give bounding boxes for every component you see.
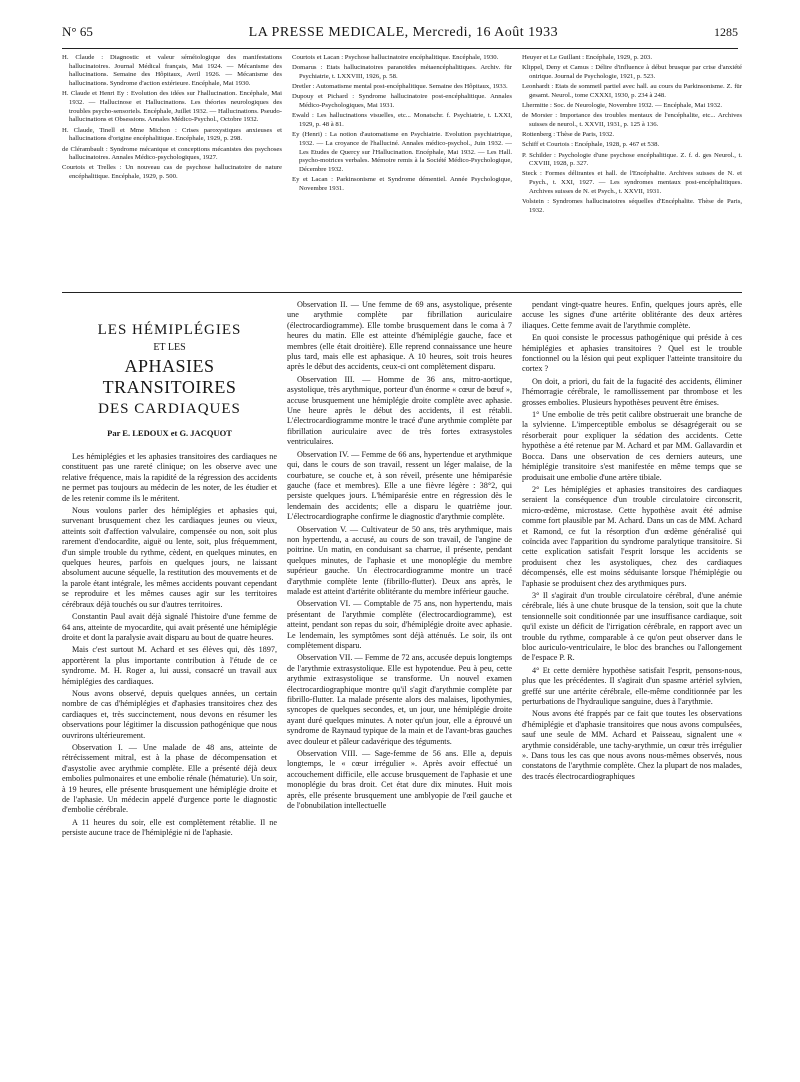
paragraph: Observation I. — Une malade de 48 ans, atteinte de rétrécissement mitral, est à la phase de décompensation et d'asystolie avec arythmie complète. Elle a présenté déjà deux embolies pulmonaires et une embolie rénale (hématurie). Un soir, à 19 heures, elle présente brusquement une hémiplégie droite et de l'aphasie. Un médecin appelé d'urgence porte le diagnostic d'embolie cérébrale. bbox=[62, 742, 277, 815]
section-divider bbox=[62, 292, 742, 293]
article-column-3 bbox=[522, 300, 742, 1070]
paragraph: Constantin Paul avait déjà signalé l'histoire d'une femme de 64 ans, atteinte de myocardite, qui avait présenté une hémiplégie droite et dont la paralysie avait disparu au bout de quatre heures. bbox=[62, 612, 277, 642]
paragraph: pendant vingt-quatre heures. Enfin, quelques jours après, elle accuse les signes d'une artérite oblitérante des deux artères iliaques. Cette femme avait de l'arythmie complète. bbox=[522, 300, 742, 330]
reference-entry: P. Schilder : Psychologie d'une psychose encéphalitique. Z. f. d. ges Neurol., t. CXVIII, 1928, p. 327. bbox=[522, 151, 742, 168]
paragraph: Nous voulons parler des hémiplégies et aphasies qui, survenant brusquement chez les cardiaques jeunes ou vieux, atteints soit d'affection valvulaire, compensée ou non, soit plus rarement d'endocardite, aiguë ou lente, soit, plus fréquemment, d'un simple trouble du rythme, cèdent, en quelques minutes, en quelques heures, parfois en quelques jours, ne laissant absolument aucune séquelle, la restitution des mouvements et de la parole étant intégrale, les mêmes accidents pouvant cependant se reproduire et les mêmes causes agir sur les territoires cérébraux déjà touchés ou sur d'autres territoires. bbox=[62, 506, 277, 609]
paragraph: Observation V. — Cultivateur de 50 ans, très arythmique, mais non hypertendu, a accusé, au cours de son travail, de l'angine de poitrine. Un matin, en conduisant sa charrue, il présente, pendant quelques minutes, de l'aphasie et une monoplégie du membre supérieur gauche. Un électrocardiogramme montre un tracé d'arythmie complète lente (fibrillo-flutter). Deux ans après, le malade est atteint d'artérite oblitérante du membre inférieur gauche. bbox=[287, 524, 512, 596]
paragraph: Mais c'est surtout M. Achard et ses élèves qui, dès 1897, apportèrent la plus importante contribution à l'étude de ce syndrome. M. H. Roger a, lui aussi, consacré un travail aux hémiplégies des cardiaques. bbox=[62, 645, 277, 686]
title-line-2: ET LES bbox=[153, 342, 186, 353]
reference-entry: Rottenberg : Thèse de Paris, 1932. bbox=[522, 131, 615, 139]
reference-entry: Dretler : Automatisme mental post-encéphalitique. Semaine des Hôpitaux, 1933. bbox=[292, 83, 508, 91]
article-column-2 bbox=[287, 300, 512, 1070]
reference-entry: Klippel, Deny et Camus : Délire d'influence à début brusque par crise d'anxiété onirique. Journal de Psychologie, 1921, p. 523. bbox=[522, 64, 742, 80]
article-body-column-1 bbox=[62, 452, 277, 839]
paragraph: Observation VIII. — Sage-femme de 56 ans. Elle a, depuis longtemps, le « cœur irrégulier ». Après avoir effectué un accouchement difficile, elle accuse brusquement de l'aphasie et une monoplégie du bras droit. Cet état dure dix minutes. Huit mois après, elle présente brusquement une amblyopie de l'œil gauche et de l'obnubilation intellectuelle bbox=[287, 749, 512, 811]
reference-entry: Domarus : Etats hallucinatoires paranoïdes métaencéphalitiques. Archiv. für Psychiatrie, t. LXXVIII, 1926, p. 58. bbox=[292, 64, 512, 80]
reference-entry: Ewald : Les hallucinations visuelles, etc... Monatschr. f. Psychiatrie, t. LXXI, 1929, p. 48 à 81. bbox=[292, 112, 512, 128]
reference-entry: de Clérambault : Syndrome mécanique et conceptions mécanistes des psychoses hallucinatoires. Annales Médico-psychologiques, 1927. bbox=[62, 145, 282, 162]
reference-entry: Heuyer et Le Guillant : Encéphale, 1929, p. 203. bbox=[522, 54, 652, 61]
page-number: 1285 bbox=[713, 25, 738, 39]
reference-entry: H. Claude et Henri Ey : Evolution des idées sur l'hallucination. Encéphale, Mai 1932. — Hallucinose et Hallucinations. Les théories neurologiques des troubles psycho-sensoriels. Encéphale, Juillet 1932. — Hallucinations. Pseudo-hallucinations et Obsessions. Annales Médico-Psychol., Octobre 1932. bbox=[62, 90, 282, 124]
title-line-1: LES HÉMIPLÉGIES bbox=[97, 322, 242, 338]
references-column-2 bbox=[292, 54, 512, 286]
reference-entry: Schiff et Courtois : Encéphale, 1928, p. 467 et 538. bbox=[522, 141, 660, 149]
paragraph: A 11 heures du soir, elle est complètement rétablie. Il ne persiste aucune trace de l'hémiplégie ni de l'aphasie. bbox=[62, 817, 277, 838]
reference-entry: Volstein : Syndromes hallucinatoires séquelles d'Encéphalite. Thèse de Paris, 1932. bbox=[522, 198, 742, 214]
paragraph: 1° Une embolie de très petit calibre obstruerait une branche de la sylvienne. L'imperceptible embolus se désagrégerait ou se résorberait pour expliquer la sédation des accidents. Cette hypothèse a été retenue par M. Achard et par MM. Gallavardin et Bocca. Dans une observation de ces derniers auteurs, une hémiplégie transitoire s'est manifestée en même temps que se produisait une embolie d'une artère tibiale. bbox=[522, 410, 742, 482]
reference-entry: Leonhardt : Etats de sommeil partiel avec hall. au cours du Parkinsonisme. Z. für gesamt. Neurol., tome CXXXI, 1930, p. 234 à 248. bbox=[522, 83, 742, 99]
title-line-4: DES CARDIAQUES bbox=[98, 401, 241, 417]
article-authors: Par E. LEDOUX et G. JACQUOT bbox=[107, 428, 232, 438]
paragraph: Observation II. — Une femme de 69 ans, asystolique, présente une arythmie complète par fibrillation auriculaire (électrocardiogramme). Elle tombe brusquement dans le coma à 7 heures du matin. Elle est atteinte d'hémiplégie gauche, face et membres (elle était droitière). Elle reprend connaissance une heure plus tard, mais elle est aphasique. A 10 heures, soit trois heures après le début des accidents, ceux-ci ont complètement disparu. bbox=[287, 300, 512, 372]
paragraph: Les hémiplégies et les aphasies transitoires des cardiaques ne constituent pas une rareté clinique; on les observe avec une relative fréquence, mais la rapidité de la régression des accidents ne permet pas toujours au médecin de les noter, de les étudier et de les retenir comme ils le méritent. bbox=[62, 452, 277, 503]
paragraph: 3° Il s'agirait d'un trouble circulatoire cérébral, d'une anémie cérébrale, liés à une chute brusque de la tension, soit que la chute tensionnelle soit conditionnée par une insuffisance cardiaque, soit qu'il existe un déficit de l'irrigation cérébrale, en rapport avec un trouble du rythme, comparable à ce qu'on peut observer dans le bloc auriculo-ventriculaire, le bloc des branches ou l'allongement de l'espace P. R. bbox=[522, 590, 742, 663]
paragraph: 4° Et cette dernière hypothèse satisfait l'esprit, pensons-nous, plus que les précédentes. Il s'agirait d'un spasme artériel sylvien, greffé sur une artérite cérébrale, elle-même conditionnée par les perturbations de l'hydraulique sanguine, dues à l'arythmie. bbox=[522, 665, 742, 707]
paragraph: Observation IV. — Femme de 66 ans, hypertendue et arythmique qui, dans le cours de son travail, ressent un léger malaise, de la courbature, se couche et, à son réveil, présente une hémiparésie gauche (face et membres). Elle a une fièvre légère : 38°2, qui persiste quelques jours. L'hémiparésie entre en régression dès le lendemain des accidents; elle a disparu le quatrième jour. L'électrocardiographe confirme le diagnostic d'arythmie complète. bbox=[287, 449, 512, 522]
references-column-1 bbox=[62, 54, 282, 286]
paragraph: Observation III. — Homme de 36 ans, mitro-aortique, asystolique, très arythmique, porteur d'un énorme « cœur de bœuf », accuse brusquement une hémiplégie droite complète avec aphasie. Une heure après le début des accidents, il est rétabli. L'électrocardiogramme montre le tracé d'une arythmie complète par fibrillation auriculaire avec de très fortes extrasystoles ventriculaires. bbox=[287, 374, 512, 447]
paragraph: 2° Les hémiplégies et aphasies transitoires des cardiaques seraient la conséquence d'un trouble circulatoire circonscrit, micro-œdème, microstase. Cette hypothèse avait été admise comme fort plausible par M. Achard. Dans un cas de MM. Achard et Ramond, ce fut la résorption d'un œdème généralisé qui coïncida avec l'apparition du syndrome paralytique transitoire. Si cette explication satisfait l'esprit lorsque les accidents se produisent chez les asystoliques, chez des cardiaques décompensés, elle est moins séduisante lorsque l'hémiplégie ou l'aphasie se produisent chez des arythmiques purs. bbox=[522, 484, 742, 588]
paragraph: En quoi consiste le processus pathogénique qui préside à ces hémiplégies et aphasies transitoires ? Quel est le trouble fonctionnel ou la lésion qui peut expliquer l'atteinte transitoire du cortex ? bbox=[522, 333, 742, 374]
running-header bbox=[62, 24, 738, 49]
reference-entry: Ey (Henri) : La notion d'automatisme en Psychiatrie. Evolution psychiatrique, 1932. — La croyance de l'halluciné. Annales médico-psychol., Juin 1932. — Les Etudes de Quercy sur l'Hallucination. Encéphale, Mai 1932. — Les Hall. psycho-motrices verbales. Mémoire remis à la Société Médico-Psychologique, Décembre 1932. bbox=[292, 131, 512, 173]
paragraph: Observation VII. — Femme de 72 ans, accusée depuis longtemps de l'arythmie extrasystolique. Elle est hypotendue. Peu à peu, cette arythmie extrasystolique se transforme. Un nouvel examen électrocardiographique montre qu'il s'agit d'arythmie complète par fibrillo-flutter. La malade présente alors des malaises, lipothymies, syncopes de quelques secondes, et, un jour, une hémiplégie droite ayant duré quelques minutes. A noter qu'un jour, elle a éprouvé un syndrome de Raynaud typique de la main et de l'avant-bras gauches avec douleur et pâleur cadavérique des téguments. bbox=[287, 653, 512, 746]
references-column-3 bbox=[522, 54, 742, 286]
reference-entry: Courtois et Trelles : Un nouveau cas de psychose hallucinatoire de nature encéphalitique. Encéphale, 1929, p. 500. bbox=[62, 164, 282, 181]
reference-entry: Steck : Formes délirantes et hall. de l'Encéphalite. Archives suisses de N. et Psych., t. XXI, 1927. — Les syndromes mentaux post-encéphalitiques. Archives suisses de N. et Psych., t. XXVII, 1931. bbox=[522, 170, 742, 195]
paragraph: Nous avons été frappés par ce fait que toutes les observations d'hémiplégie et d'aphasie transitoires que nous avons compulsées, sauf une seule de MM. Achard et Paisseau, signalent une « arythmie considérable, une tachy-arythmie, un cœur très irrégulier ». Dans tous les cas que nous avons nous-mêmes observés, nous constatons de l'arythmie complète. Chez la plupart de nos malades, des tracés électrocardiographiques bbox=[522, 709, 742, 781]
article-column-1 bbox=[62, 300, 277, 1070]
article-body-column-2 bbox=[287, 300, 512, 812]
paragraph: Observation VI. — Comptable de 75 ans, non hypertendu, mais présentant de l'arythmie complète (électrocardiogramme), est atteint, pendant son repas du soir, d'hémiplégie droite avec aphasie. Le lendemain, les symptômes sont déjà atténués. Le soir, ils ont complètement disparu. bbox=[287, 599, 512, 650]
title-line-3: APHASIES TRANSITOIRES bbox=[102, 356, 237, 397]
reference-entry: Ey et Lacan : Parkinsonisme et Syndrome démentiel. Année Psychologique, Novembre 1931. bbox=[292, 176, 512, 192]
issue-number: N° 65 bbox=[62, 24, 93, 39]
paragraph: Nous avons observé, depuis quelques années, un certain nombre de cas d'hémiplégies et d'aphasies transitoires chez des cardiaques et, très succinctement, nous devons en résumer les observations pour légitimer la discussion pathogénique que nous ouvrirons ultérieurement. bbox=[62, 688, 277, 740]
article-title bbox=[62, 322, 277, 438]
reference-entry: Courtois et Lacan : Psychose hallucinatoire encéphalitique. Encéphale, 1930. bbox=[292, 54, 499, 61]
paragraph: On doit, a priori, du fait de la fugacité des accidents, éliminer l'hémorragie cérébrale, le ramollissement par thrombose et les grosses embolies. Plusieurs hypothèses peuvent être émises. bbox=[522, 376, 742, 407]
journal-title: LA PRESSE MEDICALE, Mercredi, 16 Août 1933 bbox=[248, 25, 559, 40]
reference-entry: de Morsier : Importance des troubles mentaux de l'encéphalite, etc... Archives suisses de neurol., t. XXVII, 1931, p. 125 à 136. bbox=[522, 112, 742, 128]
article-body-column-3 bbox=[522, 300, 742, 782]
references-block bbox=[62, 54, 742, 286]
reference-entry: H. Claude, Tinell et Mme Michon : Crises paroxystiques anxieuses et hallucinations d'origine encéphalitique. Encéphale, 1929, p. 298. bbox=[62, 126, 282, 143]
reference-entry: Lhermitte : Soc. de Neurologie, Novembre 1932. — Encéphale, Mai 1932. bbox=[522, 102, 723, 110]
reference-entry: H. Claude : Diagnostic et valeur séméiologique des manifestations hallucinatoires. Journal Médical français, Mai 1924. — Mécanisme des hallucinations. Semaine des Hôpitaux, Avril 1926. — Mécanisme des hallucinations. Syndrome d'action extérieure. Encéphale, Mai 1930. bbox=[62, 54, 282, 88]
reference-entry: Dupouy et Pichard : Syndrome hallucinatoire post-encéphalitique. Annales Médico-Psychologiques, Mai 1931. bbox=[292, 93, 512, 110]
